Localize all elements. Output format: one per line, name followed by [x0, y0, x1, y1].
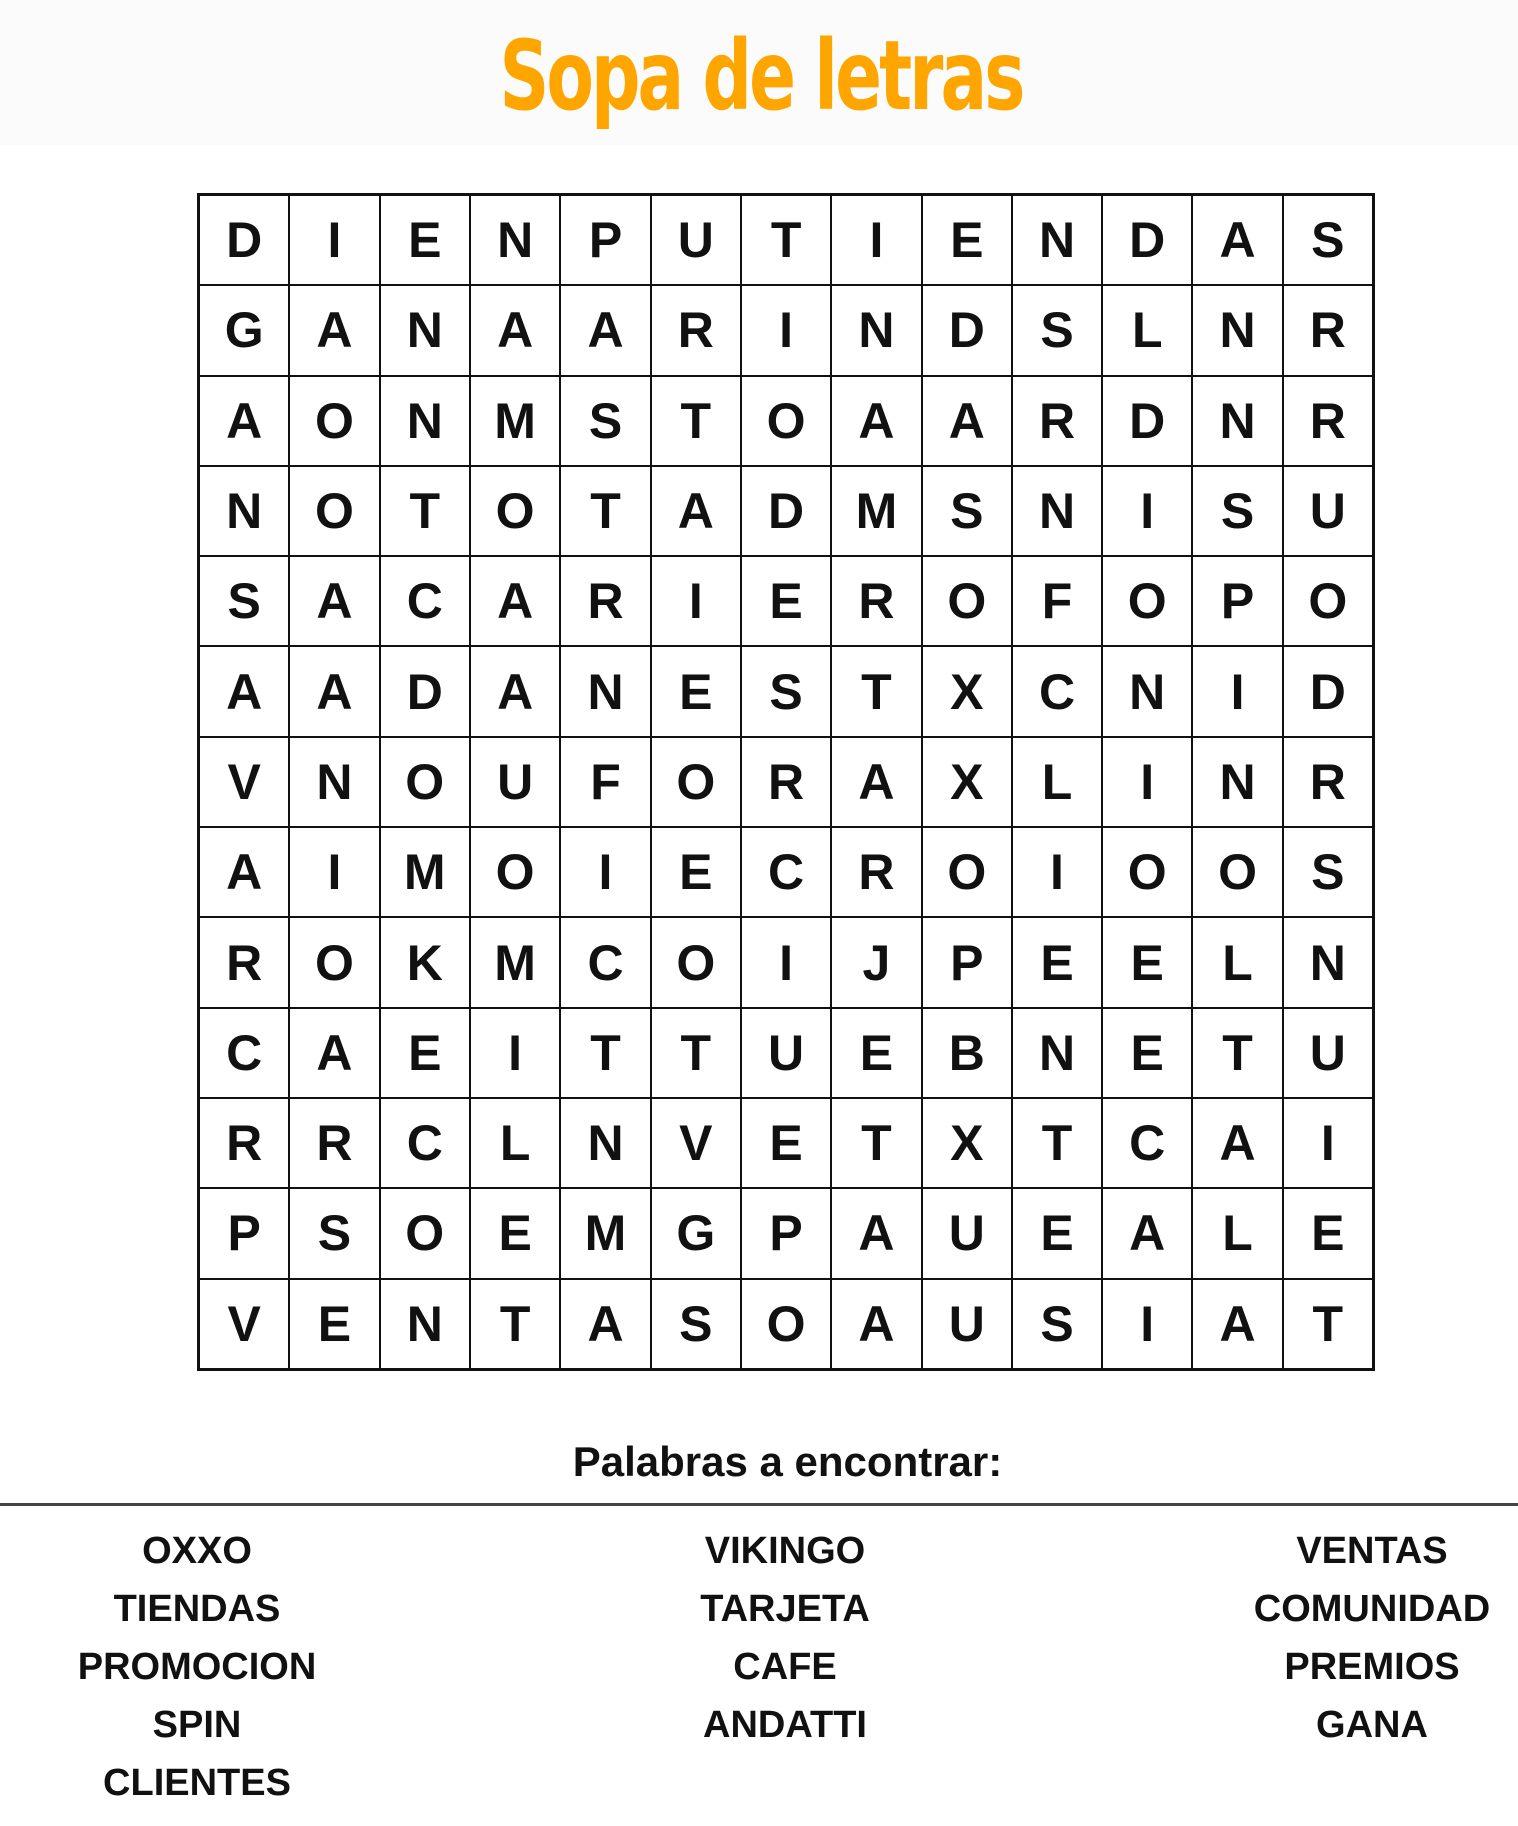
letter-cell[interactable]: P: [560, 195, 650, 286]
letter-cell[interactable]: D: [741, 466, 831, 556]
word-item: COMUNIDAD: [1253, 1588, 1491, 1630]
letter-cell[interactable]: S: [560, 376, 650, 466]
letter-cell[interactable]: E: [1012, 1188, 1102, 1278]
letter-cell[interactable]: O: [380, 1188, 470, 1278]
letter-cell[interactable]: A: [199, 376, 290, 466]
letter-cell[interactable]: N: [1192, 285, 1282, 375]
letter-cell[interactable]: M: [470, 917, 560, 1007]
word-list-column-3: [1162, 1528, 1518, 1760]
letter-cell[interactable]: R: [199, 1098, 290, 1188]
letter-cell[interactable]: P: [1192, 556, 1282, 646]
word-item: PROMOCION: [77, 1646, 317, 1688]
letter-cell[interactable]: P: [922, 917, 1012, 1007]
letter-cell[interactable]: O: [651, 917, 741, 1007]
word-item: VIKINGO: [704, 1530, 866, 1572]
letter-cell[interactable]: N: [831, 285, 921, 375]
letter-cell[interactable]: R: [560, 556, 650, 646]
letter-cell[interactable]: E: [1102, 917, 1192, 1007]
letter-cell[interactable]: S: [651, 1279, 741, 1370]
letter-cell[interactable]: V: [651, 1098, 741, 1188]
letter-cell[interactable]: M: [560, 1188, 650, 1278]
letter-cell[interactable]: E: [380, 195, 470, 286]
letter-cell[interactable]: A: [922, 376, 1012, 466]
word-list-column-2: [575, 1528, 995, 1760]
letter-cell[interactable]: A: [289, 556, 379, 646]
word-item: PREMIOS: [1284, 1646, 1460, 1688]
letter-cell[interactable]: C: [1102, 1098, 1192, 1188]
divider-line: [0, 1503, 1518, 1506]
letter-cell[interactable]: O: [380, 737, 470, 827]
word-item: VENTAS: [1296, 1530, 1448, 1572]
letter-cell[interactable]: C: [199, 1008, 290, 1098]
letter-cell[interactable]: R: [289, 1098, 379, 1188]
letter-cell[interactable]: I: [1012, 827, 1102, 917]
letter-cell[interactable]: A: [831, 1188, 921, 1278]
letter-cell[interactable]: M: [470, 376, 560, 466]
letter-cell[interactable]: R: [831, 556, 921, 646]
grid-row: [199, 827, 1374, 917]
letter-cell[interactable]: I: [651, 556, 741, 646]
letter-cell[interactable]: L: [1192, 1188, 1282, 1278]
letter-cell[interactable]: D: [199, 195, 290, 286]
letter-cell[interactable]: A: [560, 1279, 650, 1370]
letter-cell[interactable]: A: [1192, 195, 1282, 286]
letter-cell[interactable]: I: [1102, 737, 1192, 827]
letter-cell[interactable]: E: [741, 556, 831, 646]
grid-row: [199, 376, 1374, 466]
letter-cell[interactable]: N: [560, 1098, 650, 1188]
letter-cell[interactable]: U: [922, 1188, 1012, 1278]
letter-cell[interactable]: N: [380, 376, 470, 466]
letter-cell[interactable]: T: [470, 1279, 560, 1370]
letter-cell[interactable]: N: [380, 1279, 470, 1370]
letter-cell[interactable]: N: [380, 285, 470, 375]
letter-cell[interactable]: I: [1102, 1279, 1192, 1370]
letter-cell[interactable]: I: [741, 917, 831, 1007]
letter-cell[interactable]: R: [741, 737, 831, 827]
letter-cell[interactable]: X: [922, 646, 1012, 736]
letter-cell[interactable]: A: [470, 285, 560, 375]
letter-cell[interactable]: O: [470, 827, 560, 917]
letter-cell[interactable]: D: [1102, 195, 1192, 286]
letter-cell[interactable]: S: [289, 1188, 379, 1278]
letter-cell[interactable]: N: [1283, 917, 1374, 1007]
letter-cell[interactable]: L: [470, 1098, 560, 1188]
letter-cell[interactable]: U: [741, 1008, 831, 1098]
letter-cell[interactable]: M: [380, 827, 470, 917]
letter-cell[interactable]: A: [1192, 1279, 1282, 1370]
letter-cell[interactable]: N: [1012, 466, 1102, 556]
grid-row: [199, 466, 1374, 556]
letter-cell[interactable]: E: [289, 1279, 379, 1370]
letter-cell[interactable]: A: [831, 737, 921, 827]
letter-cell[interactable]: I: [1192, 646, 1282, 736]
letter-cell[interactable]: D: [1102, 376, 1192, 466]
letter-cell[interactable]: A: [1192, 1098, 1282, 1188]
letter-cell[interactable]: E: [651, 827, 741, 917]
letter-cell[interactable]: U: [922, 1279, 1012, 1370]
letter-cell[interactable]: O: [1192, 827, 1282, 917]
letter-cell[interactable]: F: [560, 737, 650, 827]
words-heading: Palabras a encontrar:: [572, 1438, 1003, 1485]
letter-cell[interactable]: R: [1283, 285, 1374, 375]
letter-cell[interactable]: N: [1102, 646, 1192, 736]
letter-cell[interactable]: R: [651, 285, 741, 375]
letter-cell[interactable]: A: [1102, 1188, 1192, 1278]
letter-cell[interactable]: I: [831, 195, 921, 286]
letter-cell[interactable]: A: [831, 1279, 921, 1370]
word-item: CLIENTES: [103, 1762, 291, 1804]
letter-cell[interactable]: S: [1012, 1279, 1102, 1370]
letter-cell[interactable]: N: [1012, 195, 1102, 286]
letter-cell[interactable]: I: [741, 285, 831, 375]
letter-cell[interactable]: P: [741, 1188, 831, 1278]
letter-cell[interactable]: T: [831, 1098, 921, 1188]
letter-cell[interactable]: G: [651, 1188, 741, 1278]
letter-cell[interactable]: A: [651, 466, 741, 556]
letter-cell[interactable]: R: [1283, 376, 1374, 466]
letter-cell[interactable]: T: [651, 1008, 741, 1098]
grid-row: [199, 1188, 1374, 1278]
letter-cell[interactable]: N: [1012, 1008, 1102, 1098]
letter-cell[interactable]: E: [831, 1008, 921, 1098]
letter-cell[interactable]: I: [289, 195, 379, 286]
letter-cell[interactable]: O: [1102, 827, 1192, 917]
letter-cell[interactable]: V: [199, 737, 290, 827]
word-item: OXXO: [142, 1530, 252, 1572]
letter-cell[interactable]: T: [560, 466, 650, 556]
word-item: CAFE: [733, 1646, 837, 1688]
letter-cell[interactable]: F: [1012, 556, 1102, 646]
word-item: SPIN: [152, 1704, 242, 1746]
letter-cell[interactable]: S: [1283, 195, 1374, 286]
letter-cell[interactable]: C: [380, 1098, 470, 1188]
letter-cell[interactable]: T: [1283, 1279, 1374, 1370]
grid-row: [199, 1008, 1374, 1098]
letter-cell[interactable]: C: [560, 917, 650, 1007]
letter-cell[interactable]: U: [1283, 466, 1374, 556]
letter-cell[interactable]: O: [289, 376, 379, 466]
letter-cell[interactable]: S: [199, 556, 290, 646]
letter-cell[interactable]: T: [1192, 1008, 1282, 1098]
letter-cell[interactable]: S: [922, 466, 1012, 556]
letter-cell[interactable]: S: [1192, 466, 1282, 556]
letter-cell[interactable]: S: [1012, 285, 1102, 375]
letter-cell[interactable]: C: [380, 556, 470, 646]
letter-cell[interactable]: T: [380, 466, 470, 556]
letter-cell[interactable]: U: [470, 737, 560, 827]
letter-cell[interactable]: O: [741, 1279, 831, 1370]
letter-cell[interactable]: I: [470, 1008, 560, 1098]
letter-cell[interactable]: D: [380, 646, 470, 736]
letter-cell[interactable]: N: [1192, 737, 1282, 827]
letter-cell[interactable]: M: [831, 466, 921, 556]
letter-cell[interactable]: X: [922, 737, 1012, 827]
letter-cell[interactable]: A: [470, 646, 560, 736]
grid-row: [199, 737, 1374, 827]
letter-cell[interactable]: A: [560, 285, 650, 375]
letter-cell[interactable]: E: [470, 1188, 560, 1278]
letter-cell[interactable]: O: [289, 917, 379, 1007]
letter-cell[interactable]: R: [831, 827, 921, 917]
page-title: Sopa de letras: [499, 20, 1023, 132]
letter-cell[interactable]: K: [380, 917, 470, 1007]
letter-cell[interactable]: T: [651, 376, 741, 466]
letter-cell[interactable]: O: [922, 556, 1012, 646]
letter-cell[interactable]: L: [1192, 917, 1282, 1007]
grid-row: [199, 195, 1374, 286]
letter-cell[interactable]: U: [651, 195, 741, 286]
letter-cell[interactable]: O: [651, 737, 741, 827]
letter-cell[interactable]: T: [831, 646, 921, 736]
letter-cell[interactable]: D: [922, 285, 1012, 375]
letter-cell[interactable]: I: [560, 827, 650, 917]
word-item: TIENDAS: [113, 1588, 281, 1630]
word-list-column-1: [0, 1528, 407, 1818]
letter-cell[interactable]: A: [289, 1008, 379, 1098]
letter-cell[interactable]: E: [1012, 917, 1102, 1007]
letter-cell[interactable]: L: [1012, 737, 1102, 827]
letter-cell[interactable]: E: [922, 195, 1012, 286]
letter-cell[interactable]: B: [922, 1008, 1012, 1098]
grid-row: [199, 1098, 1374, 1188]
letter-cell[interactable]: N: [289, 737, 379, 827]
letter-cell[interactable]: S: [1283, 827, 1374, 917]
grid-row: [199, 1279, 1374, 1370]
letter-cell[interactable]: I: [1283, 1098, 1374, 1188]
letter-cell[interactable]: A: [470, 556, 560, 646]
grid-row: [199, 285, 1374, 375]
letter-cell[interactable]: A: [289, 646, 379, 736]
letter-cell[interactable]: G: [199, 285, 290, 375]
letter-cell[interactable]: O: [470, 466, 560, 556]
letter-cell[interactable]: A: [199, 827, 290, 917]
letter-cell[interactable]: A: [289, 285, 379, 375]
letter-cell[interactable]: R: [1012, 376, 1102, 466]
letter-cell[interactable]: C: [741, 827, 831, 917]
letter-cell[interactable]: O: [741, 376, 831, 466]
letter-cell[interactable]: V: [199, 1279, 290, 1370]
letter-cell[interactable]: O: [1102, 556, 1192, 646]
letter-cell[interactable]: N: [199, 466, 290, 556]
letter-cell[interactable]: S: [741, 646, 831, 736]
letter-cell[interactable]: J: [831, 917, 921, 1007]
letter-cell[interactable]: C: [1012, 646, 1102, 736]
letter-cell[interactable]: R: [199, 917, 290, 1007]
letter-cell[interactable]: T: [741, 195, 831, 286]
letter-cell[interactable]: D: [1283, 646, 1374, 736]
letter-cell[interactable]: X: [922, 1098, 1012, 1188]
letter-cell[interactable]: N: [560, 646, 650, 736]
letter-cell[interactable]: N: [470, 195, 560, 286]
letter-cell[interactable]: T: [1012, 1098, 1102, 1188]
letter-cell[interactable]: O: [1283, 556, 1374, 646]
letter-cell[interactable]: I: [1102, 466, 1192, 556]
letter-cell[interactable]: U: [1283, 1008, 1374, 1098]
letter-cell[interactable]: N: [1192, 376, 1282, 466]
grid-row: [199, 917, 1374, 1007]
letter-cell[interactable]: O: [922, 827, 1012, 917]
grid-row: [199, 646, 1374, 736]
letter-cell[interactable]: T: [560, 1008, 650, 1098]
letter-cell[interactable]: O: [289, 466, 379, 556]
letter-cell[interactable]: R: [1283, 737, 1374, 827]
word-item: ANDATTI: [703, 1704, 867, 1746]
letter-grid: [197, 193, 1375, 1371]
letter-cell[interactable]: E: [741, 1098, 831, 1188]
letter-cell[interactable]: P: [199, 1188, 290, 1278]
grid-row: [199, 556, 1374, 646]
letter-cell[interactable]: E: [380, 1008, 470, 1098]
letter-cell[interactable]: I: [289, 827, 379, 917]
letter-cell[interactable]: E: [1102, 1008, 1192, 1098]
word-item: GANA: [1316, 1704, 1428, 1746]
letter-cell[interactable]: A: [199, 646, 290, 736]
letter-cell[interactable]: E: [1283, 1188, 1374, 1278]
word-item: TARJETA: [700, 1588, 870, 1630]
letter-cell[interactable]: L: [1102, 285, 1192, 375]
letter-cell[interactable]: E: [651, 646, 741, 736]
letter-cell[interactable]: A: [831, 376, 921, 466]
